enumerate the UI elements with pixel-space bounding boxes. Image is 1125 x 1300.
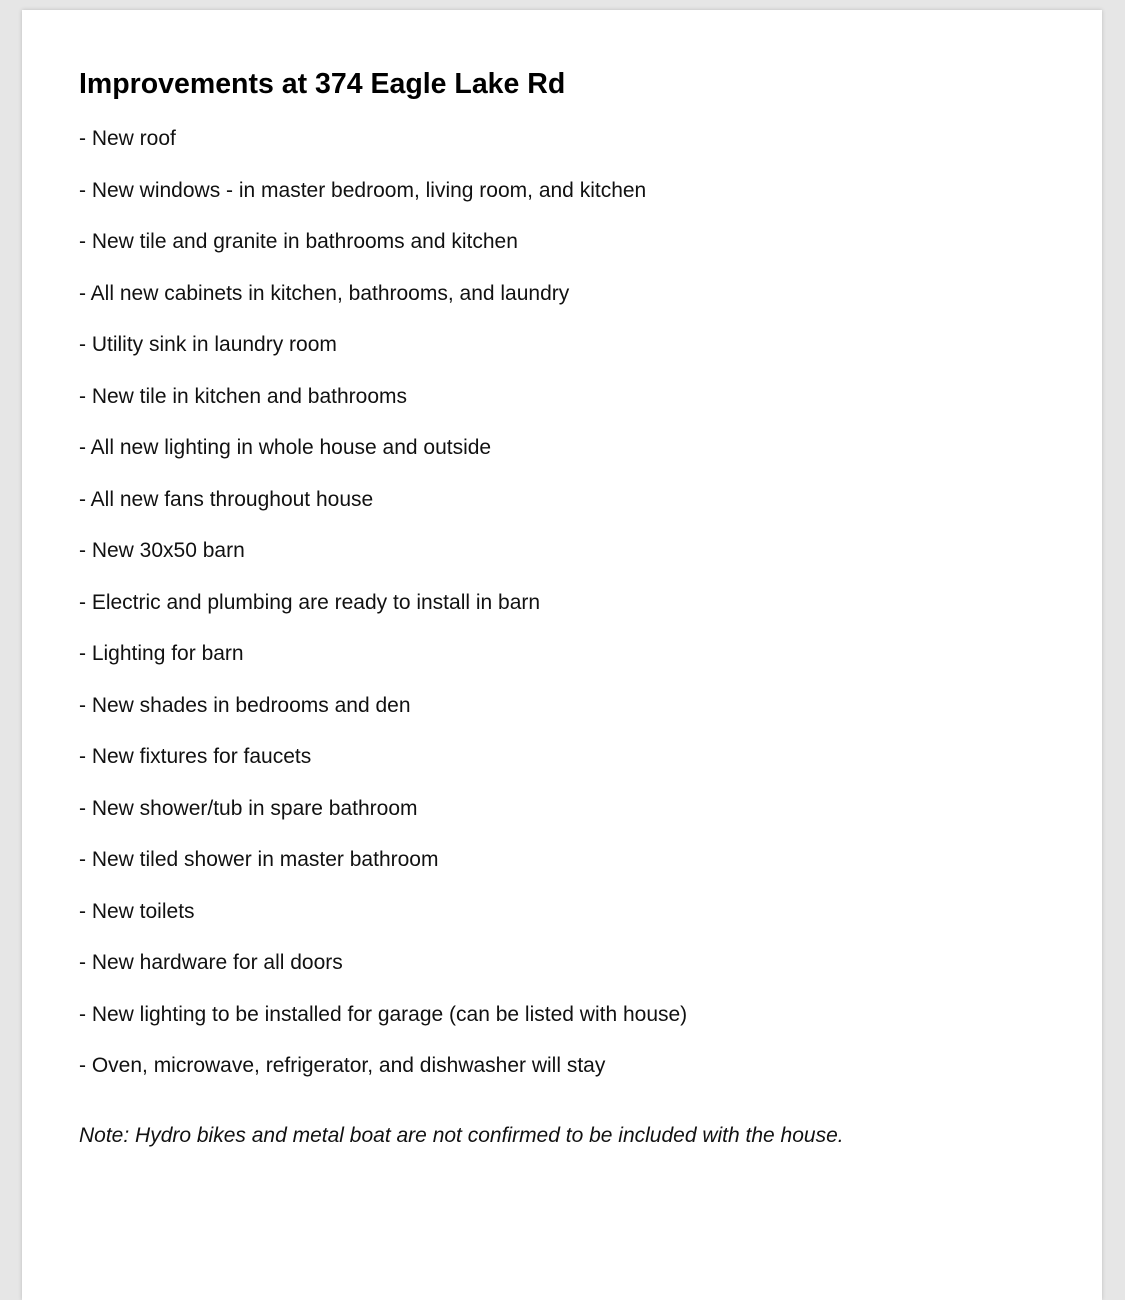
list-item: - New fixtures for faucets — [79, 745, 312, 768]
list-item: - New shower/tub in spare bathroom — [79, 796, 418, 820]
list-item: - New tiled shower in master bathroom — [79, 848, 439, 871]
list-item: - New tile in kitchen and bathrooms — [79, 384, 407, 408]
document-note: Note: Hydro bikes and metal boat are not confirmed to be included with the house. — [79, 1124, 844, 1147]
list-item: - New roof — [79, 127, 176, 150]
list-item: - New windows - in master bedroom, living room, and kitchen — [79, 178, 647, 202]
list-item: - New toilets — [79, 899, 195, 923]
list-item: - All new cabinets in kitchen, bathrooms, and laundry — [79, 281, 570, 305]
list-item: - New hardware for all doors — [79, 951, 343, 974]
list-item: - Lighting for barn — [79, 642, 244, 665]
list-item: - Electric and plumbing are ready to install in barn — [79, 590, 541, 614]
list-item: - Utility sink in laundry room — [79, 333, 337, 356]
list-item: - New shades in bedrooms and den — [79, 693, 411, 717]
document-page — [22, 10, 1102, 1300]
list-item: - New tile and granite in bathrooms and kitchen — [79, 230, 518, 253]
list-item: - New 30x50 barn — [79, 539, 245, 562]
improvements-list — [79, 122, 687, 1101]
list-item: - Oven, microwave, refrigerator, and dishwasher will stay — [79, 1054, 606, 1077]
list-item: - New lighting to be installed for garage (can be listed with house) — [79, 1002, 688, 1026]
document-title: Improvements at 374 Eagle Lake Rd — [79, 68, 566, 100]
list-item: - All new fans throughout house — [79, 487, 374, 511]
list-item: - All new lighting in whole house and outside — [79, 436, 492, 459]
